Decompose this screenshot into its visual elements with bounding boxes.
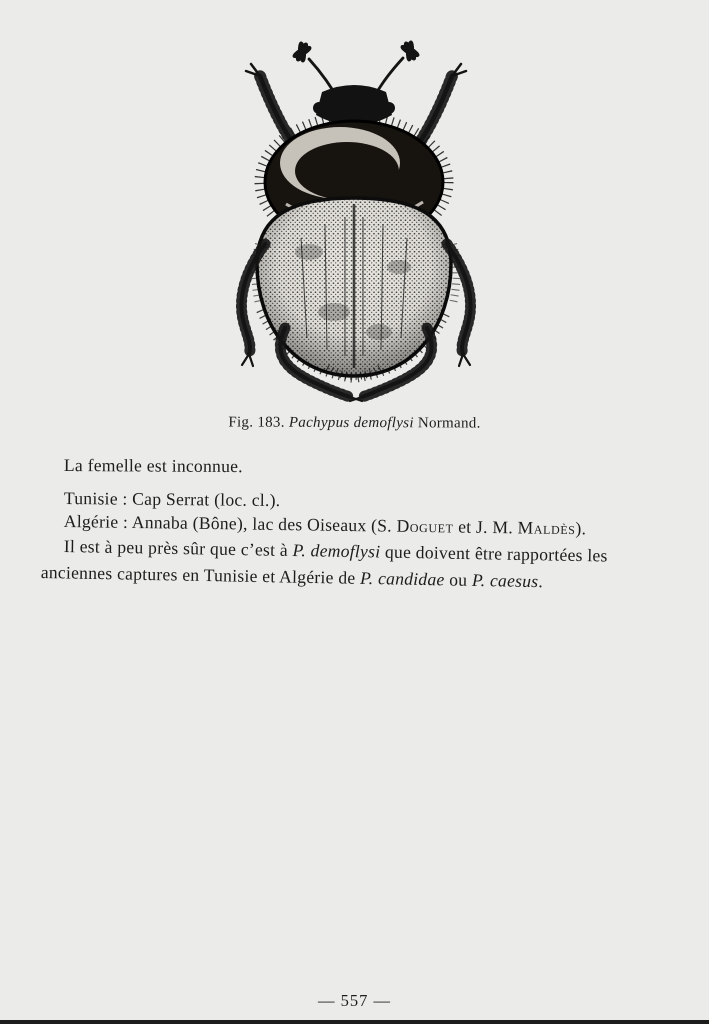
sur-suffix: que doivent être rapportées les <box>380 541 608 566</box>
line-captures <box>41 562 544 592</box>
page-number: — 557 — <box>318 991 391 1010</box>
species-candidae: P. candidae <box>359 567 445 590</box>
algerie-mid: et J. M. <box>453 516 518 538</box>
tunisie-text: Tunisie : Cap Serrat (loc. cl.). <box>63 488 281 511</box>
caption-author: Normand. <box>413 415 481 432</box>
captures-mid: ou <box>444 569 473 590</box>
caption-species: Pachypus demoflysi <box>288 414 414 432</box>
figure-183 <box>229 12 483 406</box>
scan-edge <box>0 1020 709 1024</box>
species-demoflysi: P. demoflysi <box>292 539 381 562</box>
collector-name-doguet: Doguet <box>396 515 454 537</box>
species-caesus: P. caesus <box>471 569 539 592</box>
paragraph-femelle <box>64 455 243 477</box>
femelle-text: La femelle est inconnue. <box>63 455 243 477</box>
captures-suffix: . <box>538 571 544 592</box>
line-algerie <box>64 511 587 539</box>
captures-prefix: anciennes captures en Tunisie et Algérie de <box>40 562 361 588</box>
algerie-prefix: Algérie : Annaba (Bône), lac des Oiseaux (S. <box>63 511 397 536</box>
figure-caption <box>0 413 709 433</box>
beetle-illustration <box>229 12 483 406</box>
caption-label: Fig. 183. <box>228 414 289 431</box>
line-tunisie <box>64 488 281 511</box>
collector-name-maldes: Maldès <box>517 517 576 539</box>
line-sur <box>64 536 608 566</box>
sur-prefix: Il est à peu près sûr que c’est à <box>63 536 293 560</box>
algerie-suffix: ). <box>575 518 587 539</box>
